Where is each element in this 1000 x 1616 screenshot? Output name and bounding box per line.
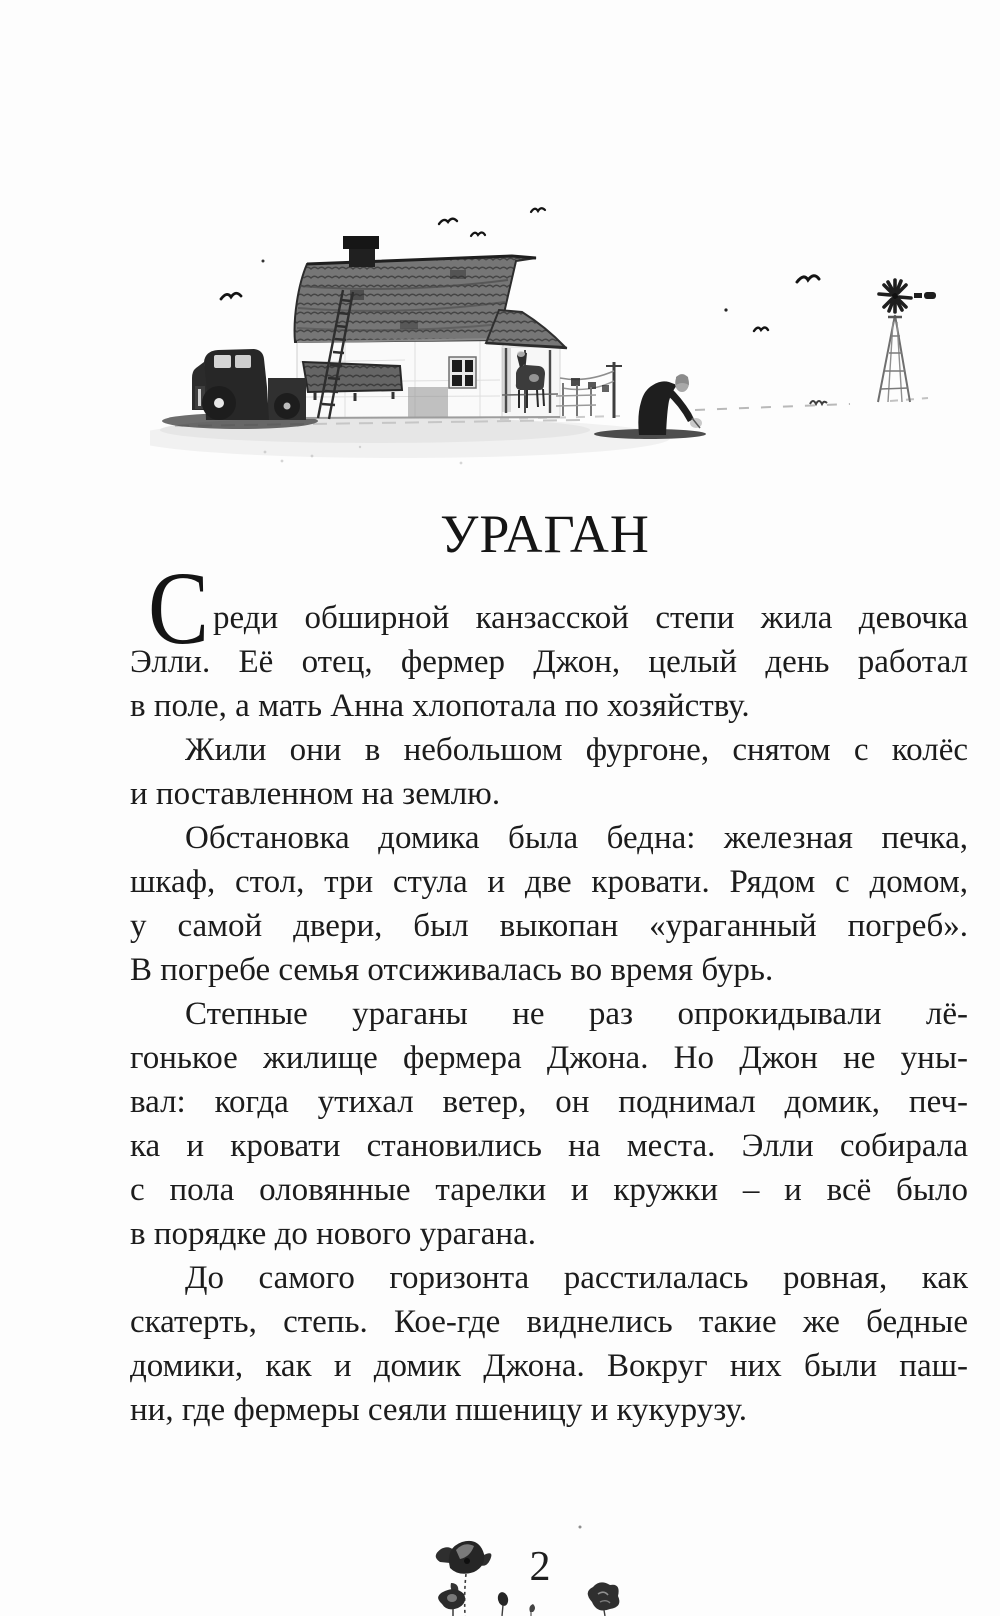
farmhouse-illustration <box>150 190 950 490</box>
window <box>449 357 476 388</box>
windmill <box>878 280 936 402</box>
text-line: в поле, а мать Анна хлопотала по хозяйству. <box>130 688 750 724</box>
ink-speck <box>579 1526 582 1529</box>
text-line: вал: когда утихал ветер, он поднимал домик, печ- <box>130 1084 968 1120</box>
farmhouse <box>295 236 567 419</box>
clothesline <box>556 362 622 418</box>
text-line: скатерть, степь. Кое-где виднелись такие же бедные <box>130 1304 968 1340</box>
text-line: реди обширной канзасской степи жила девочка <box>213 600 968 636</box>
text-line: В погребе семья отсиживалась во время бурь. <box>130 952 774 988</box>
text-line: ни, где фермеры сеяли пшеницу и кукурузу. <box>130 1392 747 1428</box>
text-line: с пола оловянные тарелки и кружки – и всё было <box>130 1172 968 1208</box>
text-line: домики, как и домик Джона. Вокруг них были паш- <box>130 1348 968 1384</box>
drop-cap: С <box>148 551 210 666</box>
body-text <box>130 596 968 1432</box>
poppy-small <box>438 1589 465 1616</box>
sprout <box>529 1604 535 1616</box>
wall-shading <box>408 387 448 417</box>
text-line: Обстановка домика была бедна: железная печка, <box>185 820 968 856</box>
text-line: Степные ураганы не раз опрокидывали лё- <box>185 996 968 1032</box>
poppy-bud <box>496 1591 509 1616</box>
text-line: в порядке до нового урагана. <box>130 1216 536 1252</box>
text-line: ка и кровати становились на места. Элли собирала <box>130 1128 968 1164</box>
text-line: шкаф, стол, три стула и две кровати. Рядом с домом, <box>130 864 968 900</box>
chapter-title: УРАГАН <box>440 504 650 564</box>
text-line: Жили они в небольшом фургоне, снятом с колёс <box>185 732 968 768</box>
truck <box>192 349 306 420</box>
text-line: До самого горизонта расстилалась ровная, как <box>185 1260 968 1296</box>
text-line: у самой двери, был выкопан «ураганный погреб». <box>130 908 968 944</box>
text-line: Элли. Её отец, фермер Джон, целый день работал <box>130 644 968 680</box>
text-line: и поставленном на землю. <box>130 776 501 812</box>
woman-figure <box>638 374 702 435</box>
flower-right <box>588 1582 620 1616</box>
poppy-flowers-decoration <box>420 1520 640 1616</box>
text-line: гонькое жилище фермера Джона. Но Джон не уны- <box>130 1040 968 1076</box>
page-number: 2 <box>529 1544 551 1590</box>
